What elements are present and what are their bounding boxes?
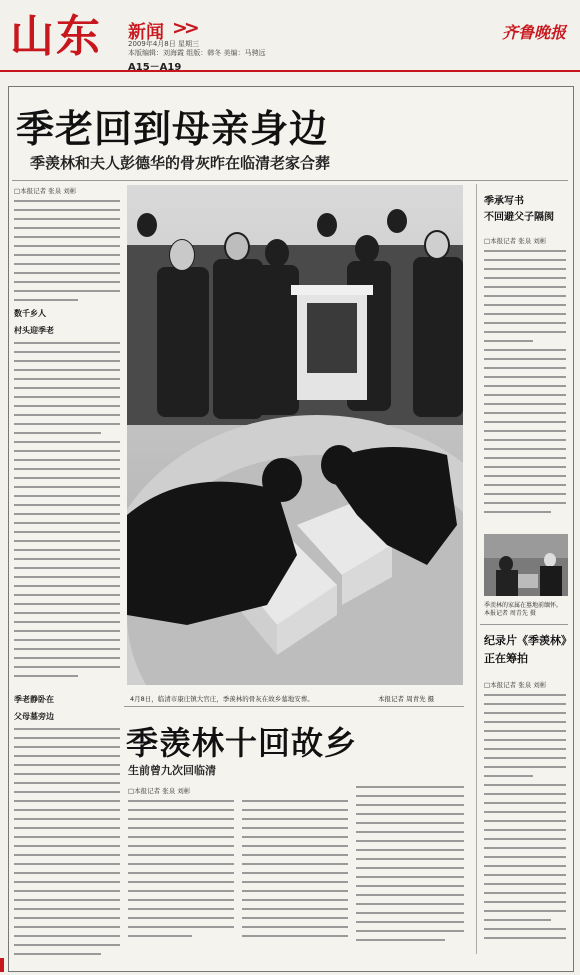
second-body-col-2	[242, 800, 348, 956]
section-head-3: 季老静卧在	[14, 695, 54, 704]
page-range: A15－A19	[128, 62, 182, 73]
sidebar1-title-2: 不回避父子隔阂	[484, 212, 554, 223]
second-body-col-1	[128, 800, 234, 956]
main-subhead: 季羡林和夫人彭德华的骨灰昨在临清老家合葬	[30, 154, 331, 172]
divider	[124, 706, 464, 707]
sidebar2-byline: □本报记者 张泉 刘彬	[484, 681, 547, 689]
sidebar1-photo-caption: 季羡林的家属在墓地前缅怀。 本报记者 周青先 摄	[484, 602, 563, 617]
masthead-editors: 本版编辑：刘海霞 组版：韩冬 美编：马骋远	[128, 49, 266, 57]
sidebar1-title-1: 季承写书	[484, 196, 524, 207]
sidebar1-byline: □本报记者 张泉 刘彬	[484, 237, 547, 245]
paper-logo: 齐鲁晚报	[501, 23, 566, 42]
section-title: 山东	[10, 11, 102, 62]
main-body-col-1b	[14, 690, 120, 955]
sidebar2-body	[484, 694, 566, 956]
section-head-4: 父母墓旁边	[14, 712, 54, 721]
sidebar2-title-2: 正在筹拍	[484, 652, 528, 665]
masthead-date: 2009年4月8日 星期三	[128, 40, 199, 48]
section-head-2: 村头迎季老	[14, 326, 54, 335]
main-byline: □本报记者 张泉 刘彬	[14, 187, 77, 195]
page-edge-mark	[0, 958, 4, 972]
photo-caption: 4月8日，临清市康庄镇大官庄，季羡林的骨灰在故乡墓地安葬。	[130, 695, 314, 703]
sidebar1-photo	[484, 534, 568, 596]
sidebar1-body	[484, 250, 566, 525]
main-photo	[127, 185, 463, 685]
main-body-col-1	[14, 200, 120, 688]
photo-credit: 本报记者 周青先 摄	[378, 695, 435, 703]
masthead	[0, 0, 580, 72]
double-chevron-icon: >>	[172, 17, 196, 39]
second-byline: □本报记者 张泉 刘彬	[128, 787, 191, 795]
masthead-meta	[128, 40, 265, 58]
news-label: 新闻	[128, 22, 164, 43]
column-divider	[476, 184, 477, 954]
family-photo-image	[484, 534, 568, 596]
second-headline: 季羡林十回故乡	[126, 724, 358, 762]
sidebar2-title-1: 纪录片《季羡林》	[484, 634, 572, 647]
burial-scene-image	[127, 185, 463, 685]
divider	[12, 180, 568, 181]
section-head-1: 数千乡人	[14, 309, 46, 318]
second-subhead: 生前曾九次回临清	[128, 764, 216, 777]
second-body-col-3	[356, 786, 464, 956]
divider	[480, 624, 568, 625]
main-headline: 季老回到母亲身边	[16, 107, 329, 151]
